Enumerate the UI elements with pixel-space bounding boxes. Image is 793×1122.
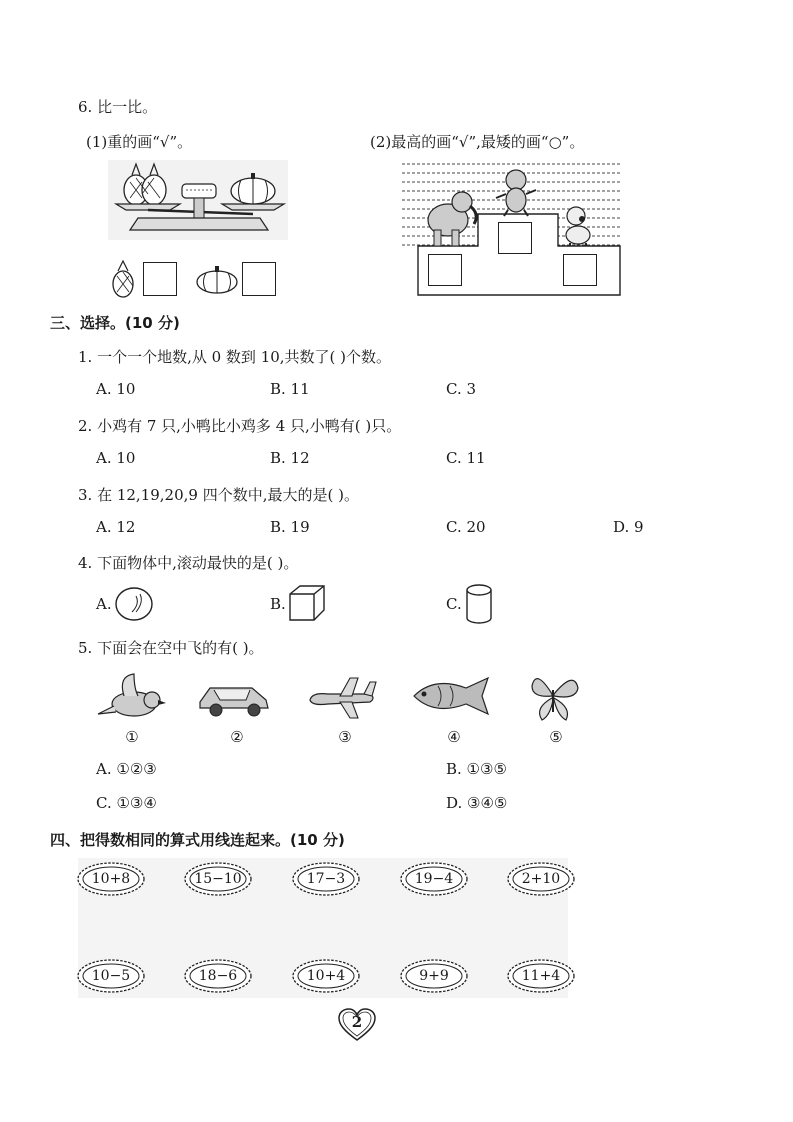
q6-title: 6. 比一比。 bbox=[78, 98, 158, 116]
expr-oval-bottom-5[interactable] bbox=[506, 958, 576, 994]
q5-option-d[interactable]: D. ③④⑤ bbox=[446, 794, 508, 812]
pumpkin-small-icon bbox=[195, 266, 239, 294]
airplane-icon bbox=[306, 674, 378, 722]
car-icon bbox=[196, 676, 272, 718]
section3-header: 三、选择。(10 分) bbox=[50, 314, 180, 332]
expr-text: 9+9 bbox=[419, 968, 449, 984]
expr-oval-bottom-2[interactable] bbox=[183, 958, 253, 994]
expr-oval-bottom-3[interactable] bbox=[291, 958, 361, 994]
pic-label-3: ③ bbox=[338, 728, 352, 746]
expr-oval-top-1[interactable] bbox=[76, 861, 146, 897]
q3-option-a[interactable]: A. 12 bbox=[96, 518, 136, 536]
q5-option-c[interactable]: C. ①③④ bbox=[96, 794, 157, 812]
q5-option-a[interactable]: A. ①②③ bbox=[96, 760, 157, 778]
answer-box-elephant[interactable] bbox=[428, 254, 462, 286]
q6-part2-label: (2)最高的画“√”,最矮的画“○”。 bbox=[370, 133, 585, 151]
q4-option-c[interactable]: C. bbox=[446, 595, 462, 613]
q2-option-b[interactable]: B. 12 bbox=[270, 449, 310, 467]
expr-oval-bottom-4[interactable] bbox=[399, 958, 469, 994]
pic-label-1: ① bbox=[125, 728, 139, 746]
expr-oval-bottom-1[interactable] bbox=[76, 958, 146, 994]
answer-box-monkey[interactable] bbox=[498, 222, 532, 254]
fish-icon bbox=[410, 674, 494, 718]
answer-box-dog[interactable] bbox=[563, 254, 597, 286]
expr-oval-top-3[interactable] bbox=[291, 861, 361, 897]
question-5-text: 5. 下面会在空中飞的有( )。 bbox=[78, 639, 264, 657]
q1-option-b[interactable]: B. 11 bbox=[270, 380, 310, 398]
question-3-text: 3. 在 12,19,20,9 四个数中,最大的是( )。 bbox=[78, 486, 359, 504]
q4-option-b[interactable]: B. bbox=[270, 595, 286, 613]
q4-option-a[interactable]: A. bbox=[96, 595, 112, 613]
answer-box-pineapple[interactable] bbox=[143, 262, 177, 296]
expr-text: 11+4 bbox=[521, 968, 561, 984]
section4-header: 四、把得数相同的算式用线连起来。(10 分) bbox=[50, 831, 345, 849]
dog-icon bbox=[566, 207, 590, 246]
answer-box-pumpkin[interactable] bbox=[242, 262, 276, 296]
pineapple-small-icon bbox=[108, 260, 138, 298]
expr-text: 10+8 bbox=[91, 871, 131, 887]
expr-text: 17−3 bbox=[306, 871, 346, 887]
question-4-text: 4. 下面物体中,滚动最快的是( )。 bbox=[78, 554, 299, 572]
page-number-badge bbox=[337, 1008, 377, 1042]
q2-option-c[interactable]: C. 11 bbox=[446, 449, 486, 467]
elephant-icon bbox=[428, 192, 476, 246]
expr-oval-top-5[interactable] bbox=[506, 861, 576, 897]
q1-option-a[interactable]: A. 10 bbox=[96, 380, 136, 398]
expr-oval-top-2[interactable] bbox=[183, 861, 253, 897]
expr-text: 15−10 bbox=[194, 871, 242, 887]
balance-scale-illustration bbox=[108, 160, 288, 240]
cube-icon bbox=[288, 584, 326, 622]
bird-icon bbox=[94, 670, 170, 722]
expr-text: 2+10 bbox=[521, 871, 561, 887]
expr-text: 10−5 bbox=[91, 968, 131, 984]
butterfly-icon bbox=[526, 668, 582, 724]
page-number: 2 bbox=[351, 1013, 363, 1031]
expr-oval-top-4[interactable] bbox=[399, 861, 469, 897]
q2-option-a[interactable]: A. 10 bbox=[96, 449, 136, 467]
q5-option-b[interactable]: B. ①③⑤ bbox=[446, 760, 507, 778]
question-1-text: 1. 一个一个地数,从 0 数到 10,共数了( )个数。 bbox=[78, 348, 392, 366]
q6-part1-label: (1)重的画“√”。 bbox=[86, 133, 193, 151]
cylinder-icon bbox=[464, 583, 494, 625]
q3-option-c[interactable]: C. 20 bbox=[446, 518, 486, 536]
q1-option-c[interactable]: C. 3 bbox=[446, 380, 477, 398]
expr-text: 19−4 bbox=[414, 871, 454, 887]
ball-icon bbox=[114, 586, 154, 622]
q3-option-b[interactable]: B. 19 bbox=[270, 518, 310, 536]
pic-label-5: ⑤ bbox=[549, 728, 563, 746]
question-2-text: 2. 小鸡有 7 只,小鸭比小鸡多 4 只,小鸭有( )只。 bbox=[78, 417, 402, 435]
expr-text: 10+4 bbox=[306, 968, 346, 984]
pic-label-4: ④ bbox=[447, 728, 461, 746]
pic-label-2: ② bbox=[230, 728, 244, 746]
q3-option-d[interactable]: D. 9 bbox=[613, 518, 644, 536]
expr-text: 18−6 bbox=[198, 968, 238, 984]
